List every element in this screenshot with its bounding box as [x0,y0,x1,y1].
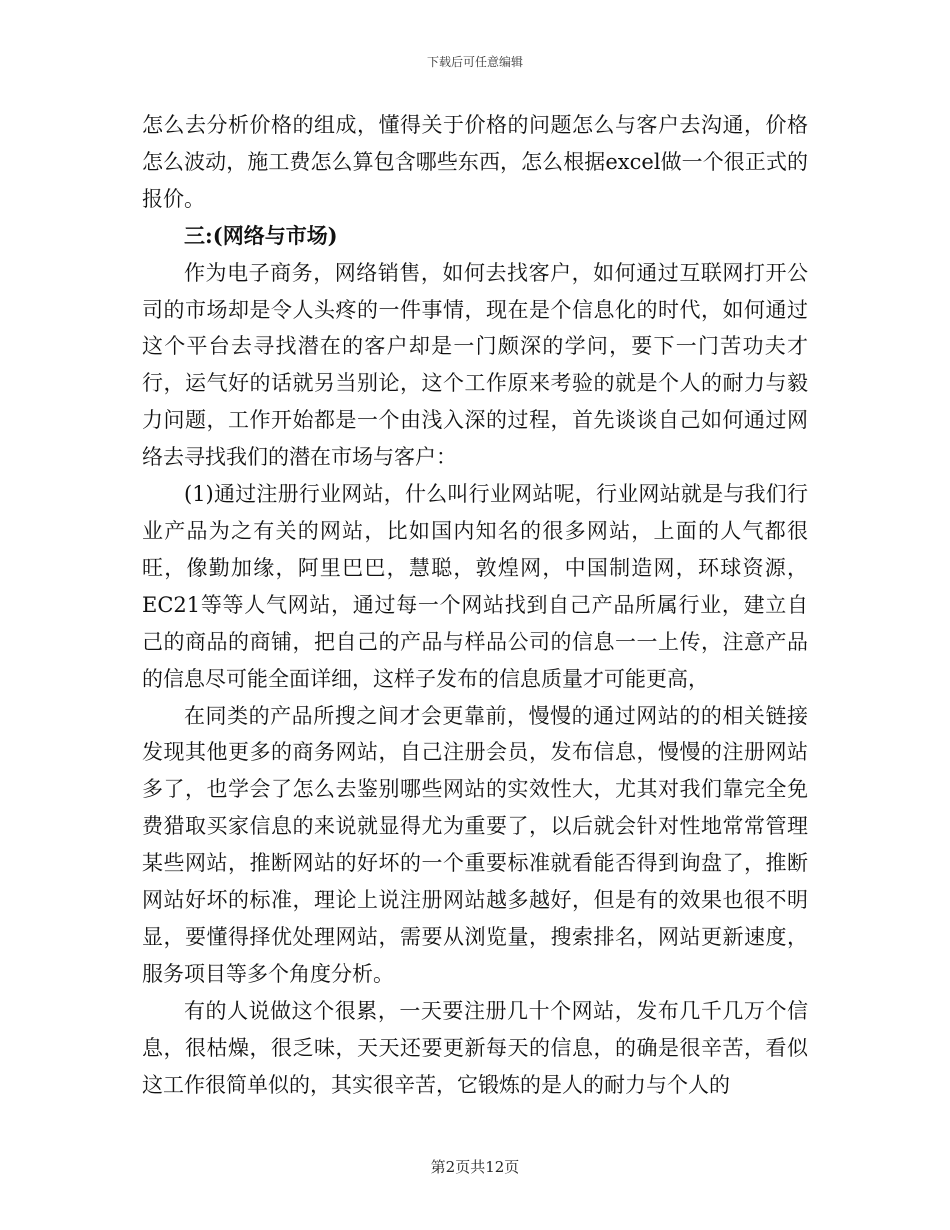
section-heading-network-market: 三:(网络与市场) [184,222,338,248]
paragraph-intro: 作为电子商务，网络销售，如何去找客户，如何通过互联网打开公司的市场却是令人头疼的一件事情，现在是个信息化的时代，如何通过这个平台去寻找潜在的客户却是一门颇深的学问，要下一门苦功夫才行，运气好的话就另当别论，这个工作原来考验的就是个人的耐力与毅力问题，工作开始都是一个由浅入深的过程，首先谈谈自己如何通过网络去寻找我们的潜在市场与客户： [142,260,808,470]
page-footer: 第2页共12页 [430,1158,520,1176]
paragraph-site-selection: 在同类的产品所搜之间才会更靠前，慢慢的通过网站的的相关链接发现其他更多的商务网站，自己注册会员，发布信息，慢慢的注册网站多了，也学会了怎么去鉴别哪些网站的实效性大，尤其对我们靠完全免费猎取买家信息的来说就显得尤为重要了，以后就会针对性地常常管理某些网站，推断网站的好坏的一个重要标准就看能否得到询盘了，推断网站好坏的标准，理论上说注册网站越多越好，但是有的效果也很不明显，要懂得择优处理网站，需要从浏览量，搜索排名，网站更新速度，服务项目等多个角度分析。 [142,703,808,986]
page-header: 下载后可任意编辑 [426,55,523,69]
paragraph-hard-work: 有的人说做这个很累，一天要注册几十个网站，发布几千几万个信息，很枯燥，很乏味，天天还要更新每天的信息，的确是很辛苦，看似这工作很简单似的，其实很辛苦，它锻炼的是人的耐力与个人的 [142,998,808,1097]
paragraph-pricing-continued: 怎么去分析价格的组成，懂得关于价格的问题怎么与客户去沟通，价格怎么波动，施工费怎么算包含哪些东西，怎么根据excel做一个很正式的报价。 [142,113,808,211]
paragraph-industry-sites: (1)通过注册行业网站，什么叫行业网站呢，行业网站就是与我们行业产品为之有关的网站，比如国内知名的很多网站，上面的人气都很旺，像勤加缘，阿里巴巴，慧聪，敦煌网，中国制造网，环球资源，EC21等等人气网站，通过每一个网站找到自己产品所属行业，建立自己的商品的商铺，把自己的产品与样品公司的信息一一上传，注意产品的信息尽可能全面详细，这样子发布的信息质量才可能更高， [142,482,808,691]
document-body [142,107,808,1103]
